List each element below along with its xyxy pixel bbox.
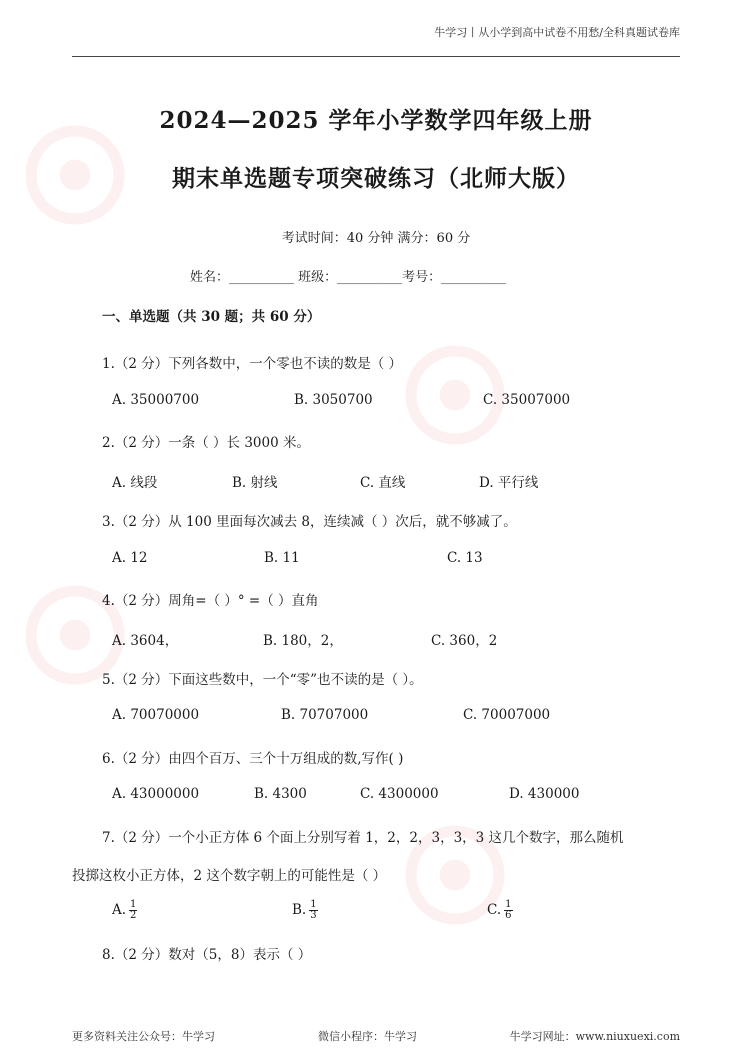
footer-center: 微信小程序：牛学习 [318, 1030, 417, 1043]
question-2-option-c: C. 直线 [360, 475, 406, 491]
fraction [504, 900, 512, 921]
question-2-stem: 2.（2 分）一条（ ）长 3000 米。 [102, 435, 310, 451]
question-5-stem: 5.（2 分）下面这些数中，一个“零”也不读的是（ ）。 [102, 672, 423, 688]
question-6-option-c: C. 4300000 [360, 786, 439, 802]
title-line-2: 期末单选题专项突破练习（北师大版） [172, 165, 580, 192]
section-heading: 一、单选题（共 30 题；共 60 分） [102, 309, 321, 325]
question-7-stem-line-2: 投掷这枚小正方体，2 这个数字朝上的可能性是（ ） [72, 868, 387, 884]
question-4-stem: 4.（2 分）周角=（ ）° =（ ）直角 [102, 593, 319, 609]
question-2-option-b: B. 射线 [232, 475, 278, 491]
question-4-option-b: B. 180，2， [263, 633, 343, 649]
question-2-option-a: A. 线段 [112, 475, 158, 491]
question-6-option-b: B. 4300 [254, 786, 307, 802]
question-3-option-b: B. 11 [264, 550, 300, 566]
header-divider [72, 56, 680, 57]
question-1-option-a: A. 35000700 [112, 392, 200, 408]
question-7-option-b [292, 900, 318, 921]
question-2-option-d: D. 平行线 [479, 475, 539, 491]
question-7-option-a [112, 900, 137, 921]
fraction [129, 900, 137, 921]
question-4-option-c: C. 360，2 [431, 633, 498, 649]
page-header: 牛学习丨从小学到高中试卷不用愁/全科真题试卷库 [434, 26, 680, 39]
fraction-numerator: 1 [505, 899, 512, 910]
question-3-option-c: C. 13 [447, 550, 483, 566]
title-line-1: 2024—2025 学年小学数学四年级上册 [159, 107, 593, 134]
question-7-stem-line-1: 7.（2 分）一个小正方体 6 个面上分别写着 1，2，2，3，3，3 这几个数字，那么随机 [102, 830, 624, 846]
fraction-numerator: 1 [310, 899, 317, 910]
student-info-fields: 姓名：__________ 班级：__________考号：__________ [190, 270, 507, 285]
question-7-option-c [487, 900, 513, 921]
fraction-denominator: 2 [130, 910, 137, 921]
question-1-stem: 1.（2 分）下列各数中，一个零也不读的数是（ ） [102, 356, 403, 372]
question-3-option-a: A. 12 [112, 550, 148, 566]
footer-right: 牛学习网址：www.niuxuexi.com [509, 1030, 680, 1043]
option-label: C. [487, 902, 502, 918]
question-8-stem: 8.（2 分）数对（5，8）表示（ ） [102, 947, 312, 963]
question-5-option-a: A. 70070000 [112, 707, 200, 723]
question-3-stem: 3.（2 分）从 100 里面每次减去 8，连续减（ ）次后，就不够减了。 [102, 514, 517, 530]
option-label: A. [112, 902, 127, 918]
question-1-option-b: B. 3050700 [294, 392, 373, 408]
question-6-option-a: A. 43000000 [112, 786, 200, 802]
fraction-numerator: 1 [130, 899, 137, 910]
fraction-denominator: 3 [310, 910, 317, 921]
question-5-option-b: B. 70707000 [281, 707, 369, 723]
fraction-denominator: 6 [505, 910, 512, 921]
question-4-option-a: A. 3604， [112, 633, 179, 649]
question-5-option-c: C. 70007000 [463, 707, 551, 723]
fraction [309, 900, 317, 921]
exam-time-score: 考试时间：40 分钟 满分：60 分 [281, 231, 471, 246]
option-label: B. [292, 902, 307, 918]
question-1-option-c: C. 35007000 [483, 392, 571, 408]
question-6-stem: 6.（2 分）由四个百万、三个十万组成的数,写作( ) [102, 751, 404, 767]
footer-left: 更多资料关注公众号：牛学习 [72, 1030, 215, 1043]
question-6-option-d: D. 430000 [509, 786, 580, 802]
